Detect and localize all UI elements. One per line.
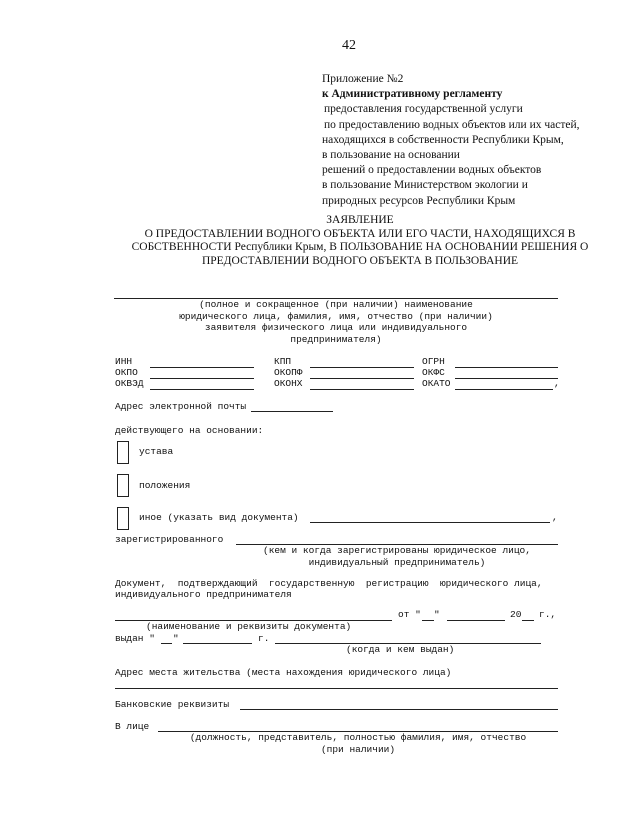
charter-checkbox[interactable] <box>117 441 129 464</box>
okato-field[interactable] <box>455 389 553 390</box>
caption-line: предпринимателя) <box>290 333 382 345</box>
okonh-field[interactable] <box>310 389 414 390</box>
ogrn-field[interactable] <box>455 367 558 368</box>
appendix-line: находящихся в собственности Республики Крым, <box>322 133 564 146</box>
charter-label: устава <box>139 446 174 457</box>
caption-line: (должность, представитель, полностью фамилия, имя, отчество <box>189 732 527 743</box>
email-label: Адрес электронной почты <box>115 401 247 412</box>
registered-label: зарегистрированного <box>115 534 224 545</box>
registration-doc-text: индивидуального предпринимателя <box>115 589 292 600</box>
other-label: иное (указать вид документа) <box>139 512 299 523</box>
other-checkbox[interactable] <box>117 507 129 530</box>
kpp-label: КПП <box>274 356 292 367</box>
appendix-line: природных ресурсов Республики Крым <box>322 194 516 207</box>
acting-basis-label: действующего на основании: <box>115 425 264 436</box>
applicant-caption <box>114 299 558 345</box>
okopf-label: ОКОПФ <box>274 367 303 378</box>
appendix-line: к Административному регламенту <box>322 88 503 101</box>
okopf-field[interactable] <box>310 378 414 379</box>
from-month-field[interactable] <box>447 620 505 621</box>
person-label: В лице <box>115 721 150 732</box>
ogrn-label: ОГРН <box>422 356 445 367</box>
caption-line: (при наличии) <box>320 743 396 755</box>
okpo-label: ОКПО <box>115 367 138 378</box>
issued-day-field[interactable] <box>161 643 172 644</box>
issuer-caption: (когда и кем выдан) <box>346 644 455 655</box>
regulation-checkbox[interactable] <box>117 474 129 497</box>
document-title <box>60 214 640 268</box>
email-field[interactable] <box>251 411 333 412</box>
okved-field[interactable] <box>150 389 254 390</box>
kpp-field[interactable] <box>310 367 414 368</box>
okfs-label: ОКФС <box>422 367 445 378</box>
address-label: Адрес места жительства (места нахождения юридического лица) <box>115 667 452 678</box>
from-year-field[interactable] <box>522 620 534 621</box>
year-suffix: г., <box>539 609 557 620</box>
okved-label: ОКВЭД <box>115 378 144 389</box>
year-prefix: 20 <box>510 609 522 620</box>
bank-label: Банковские реквизиты <box>115 699 230 710</box>
doc-name-caption: (наименование и реквизиты документа) <box>146 621 352 632</box>
okonh-label: ОКОНХ <box>274 378 303 389</box>
address-field[interactable] <box>115 688 558 689</box>
caption-line: заявителя физического лица или индивидуального <box>204 322 468 333</box>
issued-year-label: г. <box>258 633 270 644</box>
title-line: СОБСТВЕННОСТИ Республики Крым, В ПОЛЬЗОВАНИЕ НА ОСНОВАНИИ РЕШЕНИЯ О <box>131 241 589 253</box>
caption-line: (полное и сокращенное (при наличии) наименование <box>199 299 473 310</box>
registered-caption <box>236 545 558 568</box>
okato-label: ОКАТО <box>422 378 451 389</box>
okato-comma: , <box>554 378 560 389</box>
caption-line: индивидуальный предприниматель) <box>308 556 486 568</box>
other-comma: , <box>552 512 558 523</box>
okfs-field[interactable] <box>455 378 558 379</box>
appendix-line: в пользование Министерством экологии и <box>322 179 528 192</box>
issued-quote: " <box>173 633 179 644</box>
caption-line: юридического лица, фамилия, имя, отчество (при наличии) <box>179 310 493 322</box>
caption-line: (кем и когда зарегистрированы юридическое лицо, <box>263 545 531 556</box>
regulation-label: положения <box>139 480 191 491</box>
okpo-field[interactable] <box>150 378 254 379</box>
registration-doc-text: Документ, подтверждающий государственную регистрацию юридического лица, <box>115 578 543 589</box>
issued-month-field[interactable] <box>183 643 252 644</box>
page-number: 42 <box>342 38 356 53</box>
from-day-field[interactable] <box>422 620 434 621</box>
other-document-field[interactable] <box>310 522 550 523</box>
appendix-line: предоставления государственной услуги <box>324 103 523 116</box>
title-line: О ПРЕДОСТАВЛЕНИИ ВОДНОГО ОБЪЕКТА ИЛИ ЕГО ЧАСТИ, НАХОДЯЩИХСЯ В <box>144 227 576 240</box>
appendix-block <box>322 72 580 209</box>
issued-label: выдан " <box>115 633 155 644</box>
person-caption <box>158 732 558 755</box>
appendix-line: решений о предоставлении водных объектов <box>322 164 542 177</box>
appendix-line: в пользование на основании <box>322 149 460 162</box>
appendix-line: по предоставлению водных объектов или их частей, <box>324 118 580 131</box>
from-quote: " <box>434 609 440 620</box>
bank-details-field[interactable] <box>240 709 558 710</box>
from-label: от " <box>398 609 421 620</box>
appendix-line: Приложение №2 <box>322 73 404 85</box>
title-heading: ЗАЯВЛЕНИЕ <box>326 214 394 226</box>
inn-label: ИНН <box>115 356 133 367</box>
title-line: ПРЕДОСТАВЛЕНИИ ВОДНОГО ОБЪЕКТА В ПОЛЬЗОВАНИЕ <box>201 254 519 267</box>
inn-field[interactable] <box>150 367 254 368</box>
